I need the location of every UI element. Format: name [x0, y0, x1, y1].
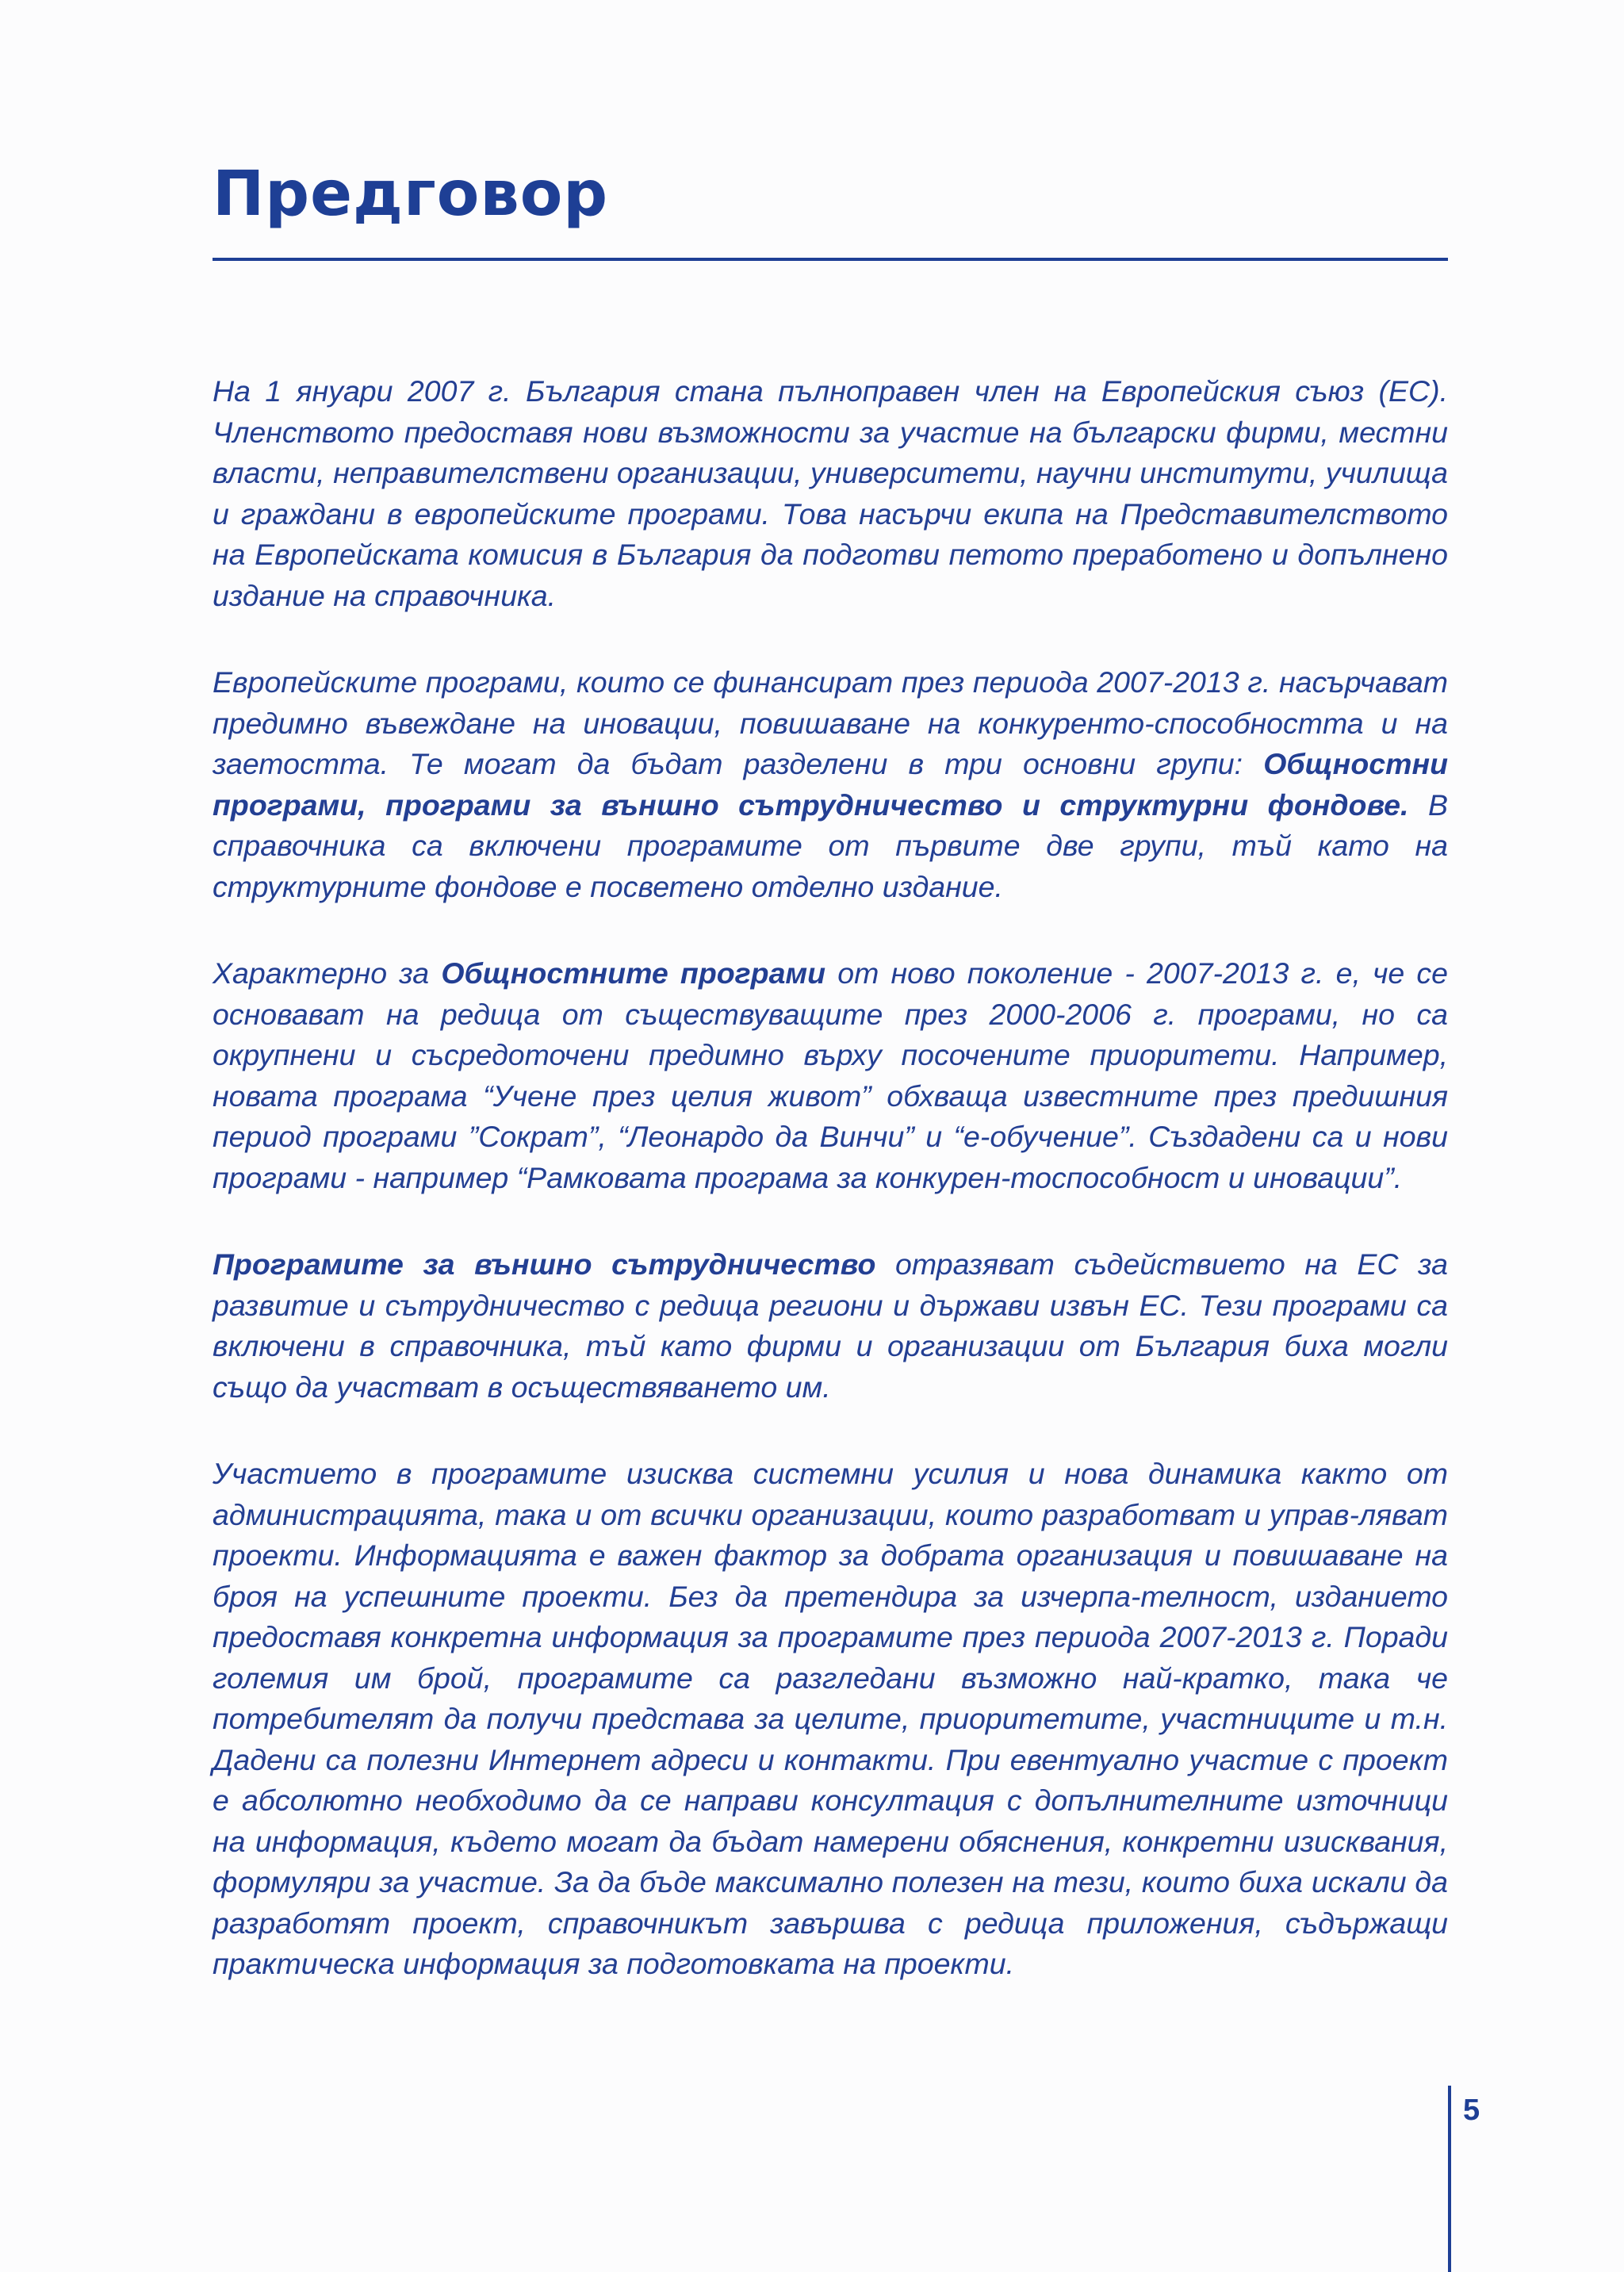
paragraph-4: [213, 1244, 1448, 1408]
paragraph-5-text: Участието в програмите изисква системни усилия и нова динамика както от администрацията, така и от всички организации, които разработват и управ-ляват проекти. Информацията е важен фактор за добрата организация и повишаване на броя на успешните проекти. Без да претендира за изчерпа-телност, изданието предоставя конкретна информация за програмите през периода 2007-2013 г. Поради големия им брой, програмите са разгледани възможно най-кратко, така че потребителят да получи представа за целите, приоритетите, участниците и т.н. Дадени са полезни Интернет адреси и контакти. При евентуално участие с проект е абсолютно необходимо да се направи консултация с допълнителните източници на информация, където могат да бъдат намерени обяснения, конкретни изисквания, формуляри за участие. За да бъде максимално полезен на тези, които биха искали да разработят проект, справочникът завършва с редица приложения, съдържащи практическа информация за подготовката на проекти.: [213, 1457, 1448, 1980]
paragraph-3-text-after: от ново поколение - 2007-2013 г. е, че се основават на редица от съществуващите през 2000-2006 г. програми, но са окрупнени и съсредоточени предимно върху посочените приоритети. Например, новата програма “Учене през целия живот” обхваща известните през предишния период програми ”Сократ”, “Леонардо да Винчи” и “е-обучение”. Създадени са и нови програми - например “Рамковата програма за конкурен-тоспособност и иновации”.: [213, 956, 1449, 1194]
paragraph-1: [213, 371, 1448, 616]
paragraph-2-text-after: В справочника са включени програмите от първите две групи, тъй като на структурните фондове е посветено отделно издание.: [213, 787, 1449, 903]
page-title: Предговор: [213, 159, 609, 230]
paragraph-4-bold: Програмите за външно сътрудничество: [213, 1247, 876, 1281]
preface-body: [213, 371, 1448, 2031]
paragraph-3-text-before: Характерно за: [213, 956, 442, 990]
paragraph-3-bold: Общностните програми: [441, 956, 826, 990]
paragraph-2: [213, 662, 1448, 907]
paragraph-1-text: На 1 януари 2007 г. България стана пълноправен член на Европейския съюз (ЕС). Членството предоставя нови възможности за участие на български фирми, местни власти, неправителствени организации, университети, научни институти, училища и граждани в европейските програми. Това насърчи екипа на Представителството на Европейската комисия в България да подготви петото преработено и допълнено издание на справочника.: [213, 374, 1448, 612]
paragraph-3: [213, 953, 1448, 1198]
paragraph-2-text-before: Европейските програми, които се финансират през периода 2007-2013 г. насърчават предимно въвеждане на иновации, повишаване на конкуренто-способността и на заетостта. Те могат да бъдат разделени в три основни групи:: [213, 665, 1448, 780]
paragraph-5: [213, 1454, 1448, 1985]
paragraph-4-text-after: отразяват съдействието на ЕС за развитие и сътрудничество с редица региони и държави извън ЕС. Тези програми са включени в справочника, тъй като фирми и организации от България биха могли също да участват в осъществяването им.: [213, 1247, 1449, 1404]
title-divider: [213, 258, 1448, 261]
page-number: 5: [1463, 2094, 1480, 2127]
page-number-divider: [1448, 2086, 1451, 2272]
paragraph-2-bold: Общностни програми, програми за външно сътрудничество и структурни фондове.: [213, 747, 1448, 822]
